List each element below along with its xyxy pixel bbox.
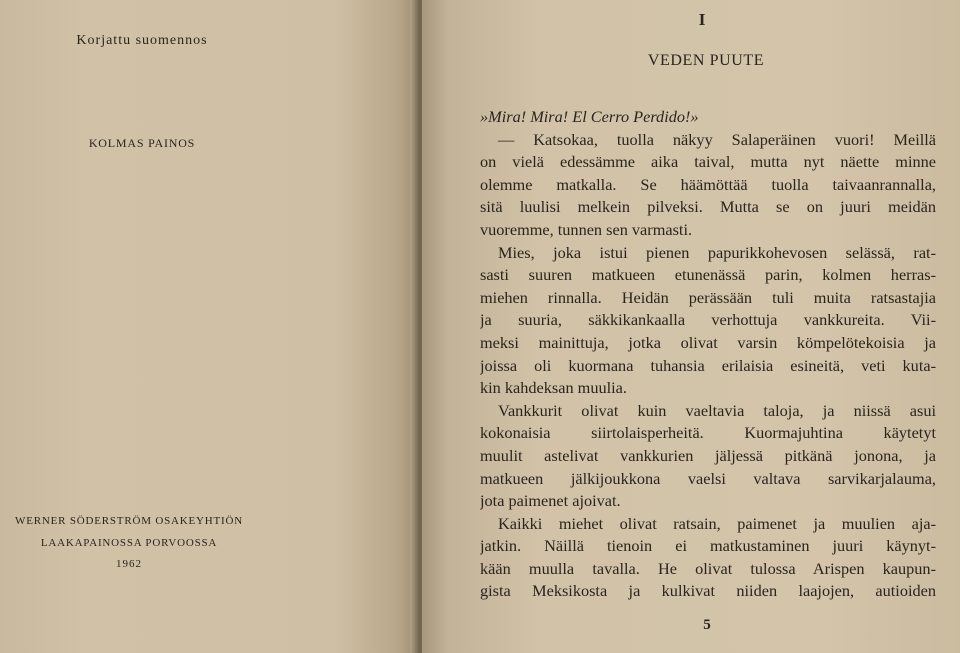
translation-note: Korjattu suomennos: [76, 33, 208, 48]
publication-year: 1962: [116, 558, 142, 570]
text-line: kin kahdeksan muulia.: [480, 378, 627, 398]
text-line: olemme matkalla. Se häämöttää tuolla taivaanrannalla,: [480, 174, 936, 194]
body-text: [480, 106, 936, 603]
text-line: miehen rinnalla. Heidän perässään tuli muita ratsastajia: [480, 287, 936, 307]
text-line: vuoremme, tunnen sen varmasti.: [480, 219, 693, 239]
text-line: gista Meksikosta ja kulkivat niiden laajojen, autioiden: [480, 581, 936, 601]
text-line: kään muulla tavalla. He olivat tulossa Arispen kaupun-: [480, 558, 936, 578]
text-line: Vankkurit olivat kuin vaeltavia taloja, ja niissä asui: [498, 400, 936, 420]
text-line: jota paimenet ajoivat.: [480, 491, 621, 511]
text-line: Kaikki miehet olivat ratsain, paimenet ja muulien aja-: [498, 513, 936, 533]
text-line: sitä luulisi melkein pilveksi. Mutta se on juuri meidän: [480, 197, 936, 217]
text-line: — Katsokaa, tuolla näkyy Salaperäinen vuori! Meillä: [498, 129, 936, 149]
text-line: ja suuria, säkkikankaalla verhottuja vankkureita. Vii-: [480, 310, 936, 330]
page-number: 5: [703, 617, 711, 633]
text-line: »Mira! Mira! El Cerro Perdido!»: [480, 107, 699, 126]
text-line: muulit astelivat vankkurien jäljessä pitkänä jonona, ja: [480, 445, 936, 465]
text-line: meksi mainittuja, jotka olivat varsin kömpelötekoisia ja: [480, 332, 936, 352]
text-line: kokonaisia siirtolaisperheitä. Kuormajuhtina käytetyt: [480, 423, 936, 443]
left-page: [0, 0, 418, 653]
text-line: matkueen jälkijoukkona vaelsi valtava sarvikarjalauma,: [480, 468, 936, 488]
text-line: Mies, joka istui pienen papurikkohevosen selässä, rat-: [498, 242, 936, 262]
publisher-line: WERNER SÖDERSTRÖM OSAKEYHTIÖN: [15, 515, 243, 527]
chapter-title: VEDEN PUUTE: [647, 52, 765, 69]
text-line: sasti suuren matkueen etunenässä parin, kolmen herras-: [480, 265, 936, 285]
text-line: joissa oli kuormana tuhansia erilaisia esineitä, veti kuta-: [480, 355, 936, 375]
printer-location-line: LAAKAPAINOSSA PORVOOSSA: [40, 537, 218, 549]
text-line: jatkin. Näillä tienoin ei matkustaminen juuri käynyt-: [480, 536, 936, 556]
text-line: on vielä edessämme aika taival, mutta nyt näette minne: [480, 152, 936, 172]
chapter-number: I: [698, 10, 706, 29]
edition-label: KOLMAS PAINOS: [88, 136, 196, 150]
